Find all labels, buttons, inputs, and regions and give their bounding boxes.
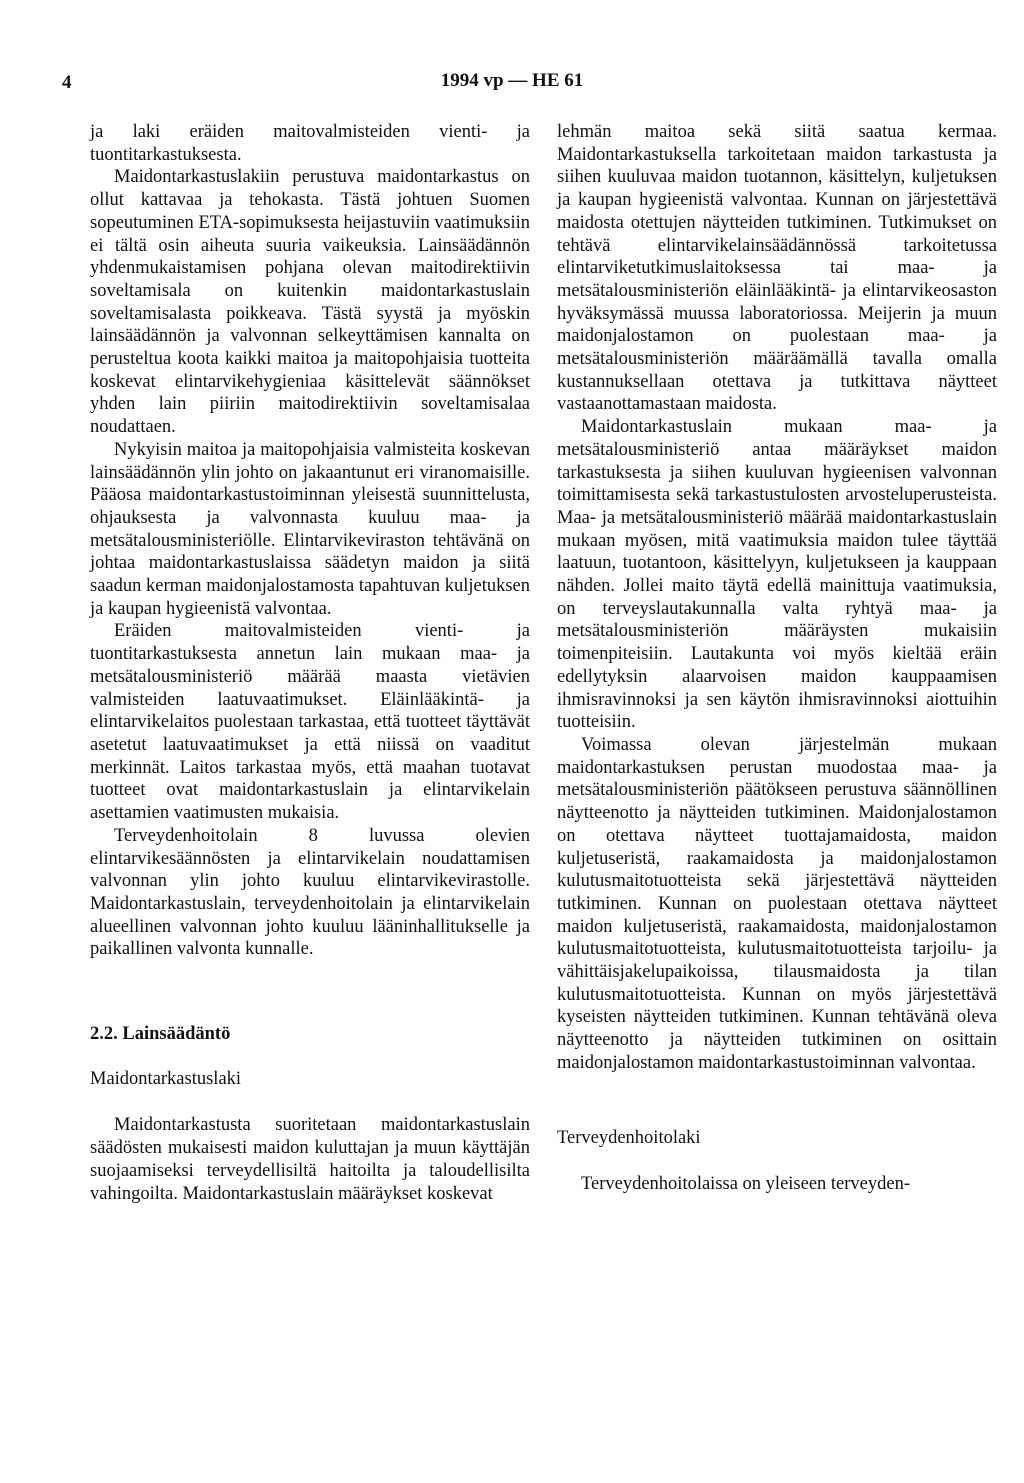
right-column [557,121,997,1196]
paragraph: Nykyisin maitoa ja maitopohjaisia valmisteita koskevan lainsäädännön ylin johto on jakaantunut eri viranomaisille. Pääosa maidontarkastustoiminnan yleisestä suunnittelusta, ohjauksesta ja valvonnasta kuuluu maa- ja metsätalousministeriölle. Elintarvikeviraston tehtävänä on johtaa maidontarkastuslaissa säädetyn maidon ja siitä saadun kerman maidonjalostamosta tapahtuvan kuljetuksen ja kaupan hygieenistä valvontaa. [90,439,530,619]
paragraph: ja laki eräiden maitovalmisteiden vienti- ja tuontitarkastuksesta. [90,122,530,165]
left-column [90,121,530,1205]
page-number: 4 [62,72,72,93]
paragraph: Terveydenhoitolaissa on yleiseen terveyden- [581,1174,911,1195]
paragraph: lehmän maitoa sekä siitä saatua kermaa. Maidontarkastuksella tarkoitetaan maidon tarkastusta ja siihen kuuluvaa maidon tuotannon, käsittelyn, kuljetuksen ja kaupan hygieenistä valvontaa. Kunnan on järjestettävä maidosta otettujen näytteiden tutkiminen. Tutkimukset on tehtävä elintarvikelainsäädännössä tarkoitetussa elintarviketutkimuslaitoksessa tai maa- ja metsätalousministeriön eläinlääkintä- ja elintarvikeosaston hyväksymässä muussa laboratoriossa. Meijerin ja muun maidonjalostamon on puolestaan maa- ja metsätalousministeriön määräämällä tavalla omalla kustannuksellaan otettava ja tutkittava näytteet vastaanottamastaan maidosta. [557,122,997,415]
paragraph: Eräiden maitovalmisteiden vienti- ja tuontitarkastuksesta annetun lain mukaan maa- ja metsätalousministeriö määrää maasta vietävien valmisteiden laatuvaatimukset. Eläinlääkintä- ja elintarvikelaitos puolestaan tarkastaa, että tuotteet täyttävät asetetut laatuvaatimukset ja että niissä on vaaditut merkinnät. Laitos tarkastaa myös, että maahan tuotavat tuotteet ovat maidontarkastuslain ja elintarvikelain asettamien vaatimusten mukaisia. [90,621,530,824]
paragraph: Maidontarkastusta suoritetaan maidontarkastuslain säädösten mukaisesti maidon kuluttajan ja muun käyttäjän suojaamiseksi terveydellisiltä haitoilta ja taloudellisilta vahingoilta. Maidontarkastuslain määräykset koskevat [90,1115,530,1204]
paragraph: Maidontarkastuslakiin perustuva maidontarkastus on ollut kattavaa ja tehokasta. Tästä johtuen Suomen sopeutuminen ETA-sopimuksesta heijastuviin vaatimuksiin ei tältä osin aiheuta suuria vaikeuksia. Lainsäädännön yhdenmukaistamisen pohjana olevan maitodirektiivin soveltamisala on kuitenkin maidontarkastuslain soveltamisalasta poikkeava. Tästä syystä ja myöskin lainsäädännön ja valvonnan selkeyttämisen kannalta on perusteltua koota kaikki maitoa ja maitopohjaisia tuotteita koskevat elintarvikehygieniaa käsittelevät säännökset yhden lain piiriin maitodirektiivin soveltamisalaa noudattaen. [90,167,530,438]
paragraph: Terveydenhoitolain 8 luvussa olevien elintarvikesäännösten ja elintarvikelain noudattamisen valvonnan ylin johto kuuluu elintarvikevirastolle. Maidontarkastuslain, terveydenhoitolain ja elintarvikelain alueellinen valvonnan johto kuuluu lääninhallitukselle ja paikallinen valvonta kunnalle. [90,825,530,960]
running-header: 1994 vp — HE 61 [440,70,584,91]
paragraph: Voimassa olevan järjestelmän mukaan maidontarkastuksen perustan muodostaa maa- ja metsätalousministeriön päätökseen perustuva säännöllinen näytteenotto ja näytteiden tutkiminen. Maidonjalostamon on otettava näytteet tuottajamaidosta, maidon kuljetuseristä, raakamaidosta ja maidonjalostamon kulutusmaitotuotteista sekä järjestettävä näytteiden tutkiminen. Kunnan on puolestaan otettava näytteet maidon kuljetuseristä, raakamaidosta, maidonjalostamon kulutusmaitotuotteista, kulutusmaitotuotteista tarjoilu- ja vähittäisjakelupaikoissa, tilausmaidosta ja tilan kulutusmaitotuotteista. Kunnan on myös järjestettävä kyseisten näytteiden tutkiminen. Kunnan tehtävänä oleva näytteenotto ja näytteiden tutkiminen on osittain maidonjalostamon maidontarkastustoiminnan valvontaa. [557,734,997,1073]
paragraph: Maidontarkastuslain mukaan maa- ja metsätalousministeriö antaa määräykset maidon tarkastuksesta ja siihen kuuluvan hygieenisen valvonnan toimittamisesta sekä tarkastustulosten arvosteluperusteista. Maa- ja metsätalousministeriö määrää maidontarkastuslain mukaan myösen, mitä vaatimuksia maidon tulee täyttää laatuun, tuotantoon, käsittelyyn, kuljetukseen ja kauppaan nähden. Jollei maito täytä edellä mainittuja vaatimuksia, on terveyslautakunnalla valta ryhtyä maa- ja metsätalousministeriön määräysten mukaisiin toimenpiteisiin. Lautakunta voi myös kieltää eräin edellytyksin alaarvoisen maidon kauppaamisen ihmisravinnoksi ja sen käytön ihmisravinnoksi aiottuihin tuotteisiin. [557,417,997,733]
section-heading: 2.2. Lainsäädäntö [90,1024,231,1045]
subheading: Maidontarkastuslaki [90,1068,242,1089]
subheading: Terveydenhoitolaki [557,1127,701,1148]
